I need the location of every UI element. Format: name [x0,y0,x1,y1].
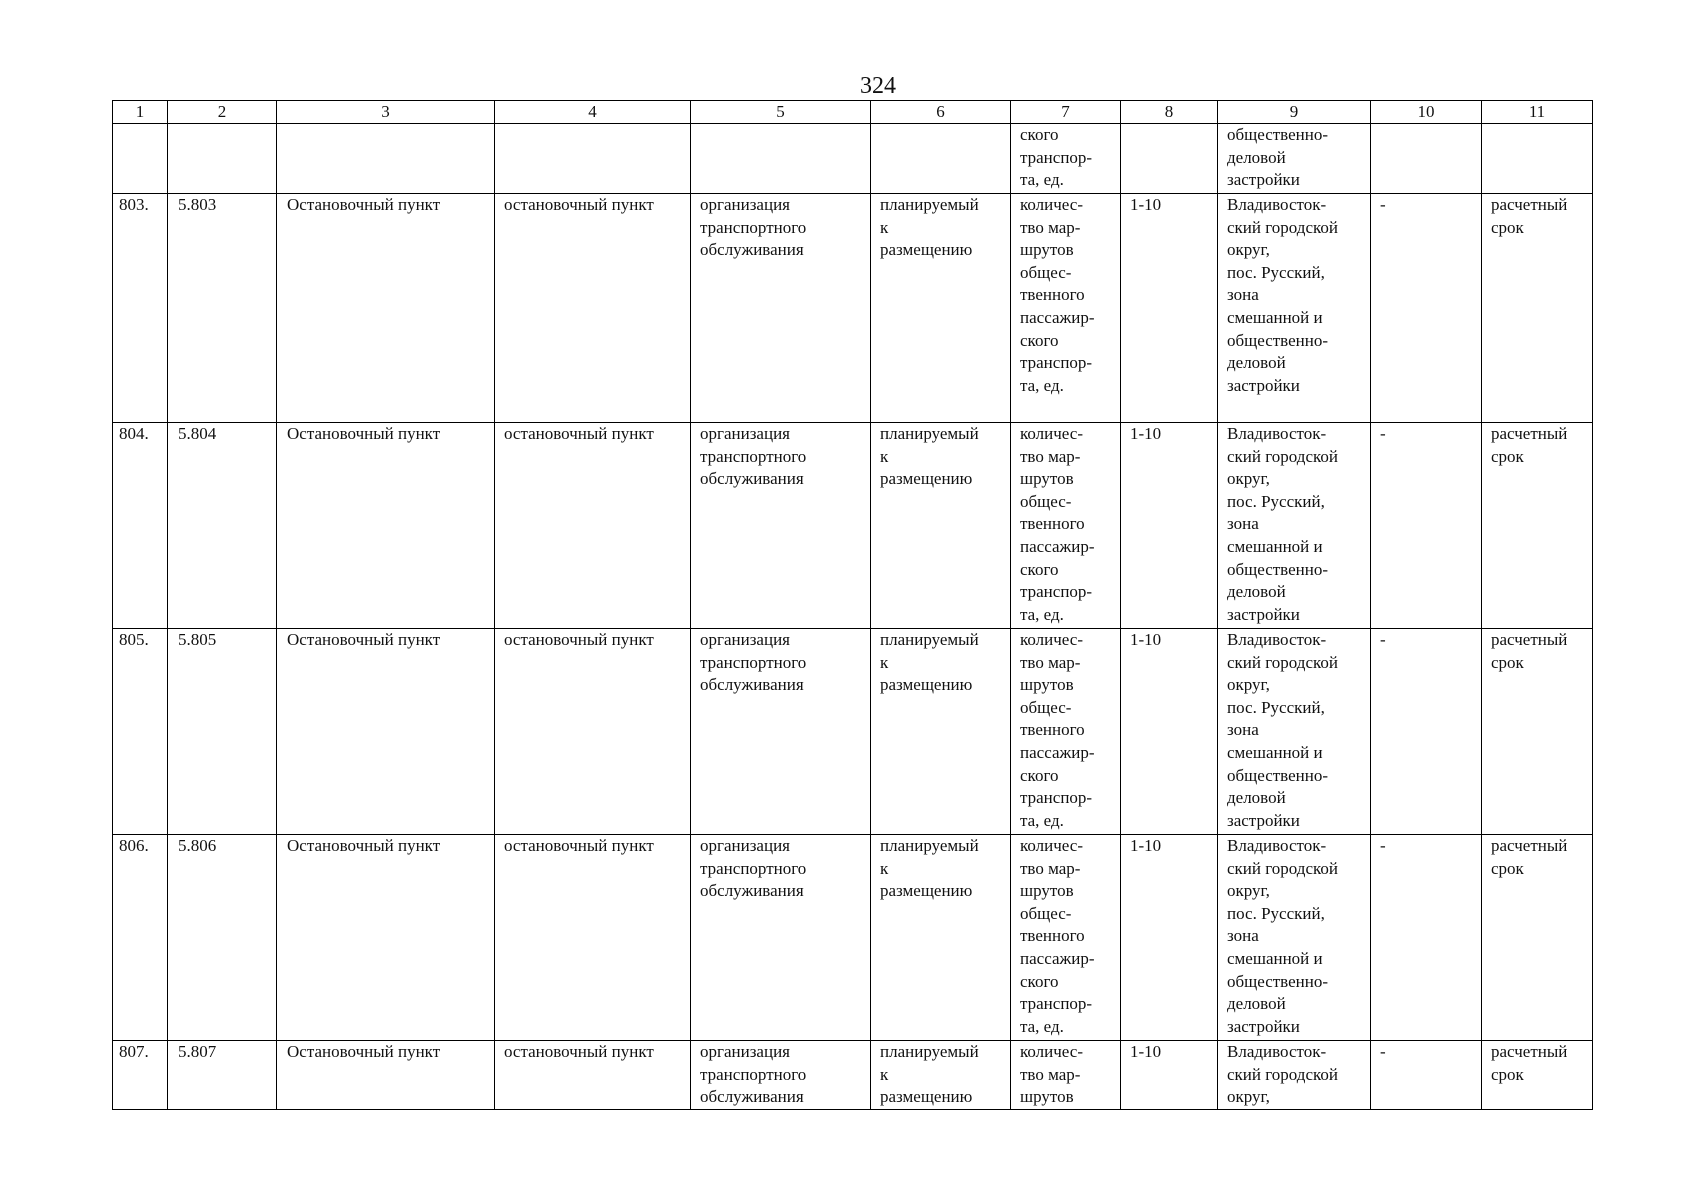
type-cell: остановочный пункт [495,629,691,835]
location-cell: Владивосток- ский городской округ, [1218,1041,1371,1110]
value-cell: 1-10 [1121,835,1218,1041]
table-cell [168,124,277,194]
name-cell: Остановочный пункт [277,1041,495,1110]
characteristic-cell: количес- тво мар- шрутов общес- твенного пассажир- ского транспор- та, ед. [1011,629,1121,835]
continuation-row [113,124,1593,194]
column-header: 2 [168,101,277,124]
value-cell: 1-10 [1121,1041,1218,1110]
status-cell: планируемый к размещению [871,423,1011,629]
table-cell [691,124,871,194]
type-cell: остановочный пункт [495,835,691,1041]
purpose-cell: организация транспортного обслуживания [691,194,871,423]
status-cell: планируемый к размещению [871,194,1011,423]
column-header: 9 [1218,101,1371,124]
table-cell [1371,124,1482,194]
name-cell: Остановочный пункт [277,835,495,1041]
code-cell: 5.806 [168,835,277,1041]
type-cell: остановочный пункт [495,423,691,629]
table-cell: ского транспор- та, ед. [1011,124,1121,194]
column-header: 11 [1482,101,1593,124]
column-header: 8 [1121,101,1218,124]
term-cell: расчетный срок [1482,835,1593,1041]
term-cell: расчетный срок [1482,1041,1593,1110]
row-number-cell: 806. [113,835,168,1041]
table-cell [871,124,1011,194]
table-row [113,194,1593,423]
term-cell: расчетный срок [1482,194,1593,423]
term-cell: расчетный срок [1482,629,1593,835]
table-row [113,835,1593,1041]
code-cell: 5.807 [168,1041,277,1110]
table-row [113,629,1593,835]
purpose-cell: организация транспортного обслуживания [691,1041,871,1110]
type-cell: остановочный пункт [495,194,691,423]
characteristic-cell: количес- тво мар- шрутов общес- твенного пассажир- ского транспор- та, ед. [1011,194,1121,423]
value-cell: 1-10 [1121,629,1218,835]
column-header: 5 [691,101,871,124]
column-header: 7 [1011,101,1121,124]
type-cell: остановочный пункт [495,1041,691,1110]
status-cell: планируемый к размещению [871,1041,1011,1110]
location-cell: Владивосток- ский городской округ, пос. Русский, зона смешанной и общественно- деловой застройки [1218,194,1371,423]
code-cell: 5.805 [168,629,277,835]
location-cell: Владивосток- ский городской округ, пос. Русский, зона смешанной и общественно- деловой застройки [1218,835,1371,1041]
location-cell: Владивосток- ский городской округ, пос. Русский, зона смешанной и общественно- деловой застройки [1218,629,1371,835]
purpose-cell: организация транспортного обслуживания [691,629,871,835]
value-cell: 1-10 [1121,423,1218,629]
status-cell: планируемый к размещению [871,629,1011,835]
column-header: 10 [1371,101,1482,124]
column-header: 1 [113,101,168,124]
zone-cell: - [1371,423,1482,629]
table-cell [1482,124,1593,194]
name-cell: Остановочный пункт [277,629,495,835]
purpose-cell: организация транспортного обслуживания [691,423,871,629]
page-number: 324 [860,73,896,99]
row-number-cell: 807. [113,1041,168,1110]
table-row [113,1041,1593,1110]
purpose-cell: организация транспортного обслуживания [691,835,871,1041]
zone-cell: - [1371,629,1482,835]
column-header: 3 [277,101,495,124]
code-cell: 5.803 [168,194,277,423]
column-header: 6 [871,101,1011,124]
value-cell: 1-10 [1121,194,1218,423]
table-cell: общественно- деловой застройки [1218,124,1371,194]
table-cell [277,124,495,194]
characteristic-cell: количес- тво мар- шрутов общес- твенного пассажир- ского транспор- та, ед. [1011,835,1121,1041]
characteristic-cell: количес- тво мар- шрутов [1011,1041,1121,1110]
name-cell: Остановочный пункт [277,423,495,629]
name-cell: Остановочный пункт [277,194,495,423]
column-header: 4 [495,101,691,124]
code-cell: 5.804 [168,423,277,629]
status-cell: планируемый к размещению [871,835,1011,1041]
row-number-cell: 804. [113,423,168,629]
characteristic-cell: количес- тво мар- шрутов общес- твенного пассажир- ского транспор- та, ед. [1011,423,1121,629]
zone-cell: - [1371,1041,1482,1110]
table-cell [1121,124,1218,194]
table-cell [495,124,691,194]
row-number-cell: 803. [113,194,168,423]
data-table [112,100,1593,1110]
zone-cell: - [1371,194,1482,423]
zone-cell: - [1371,835,1482,1041]
header-row [113,101,1593,124]
term-cell: расчетный срок [1482,423,1593,629]
row-number-cell: 805. [113,629,168,835]
table-cell [113,124,168,194]
location-cell: Владивосток- ский городской округ, пос. Русский, зона смешанной и общественно- деловой застройки [1218,423,1371,629]
table-row [113,423,1593,629]
